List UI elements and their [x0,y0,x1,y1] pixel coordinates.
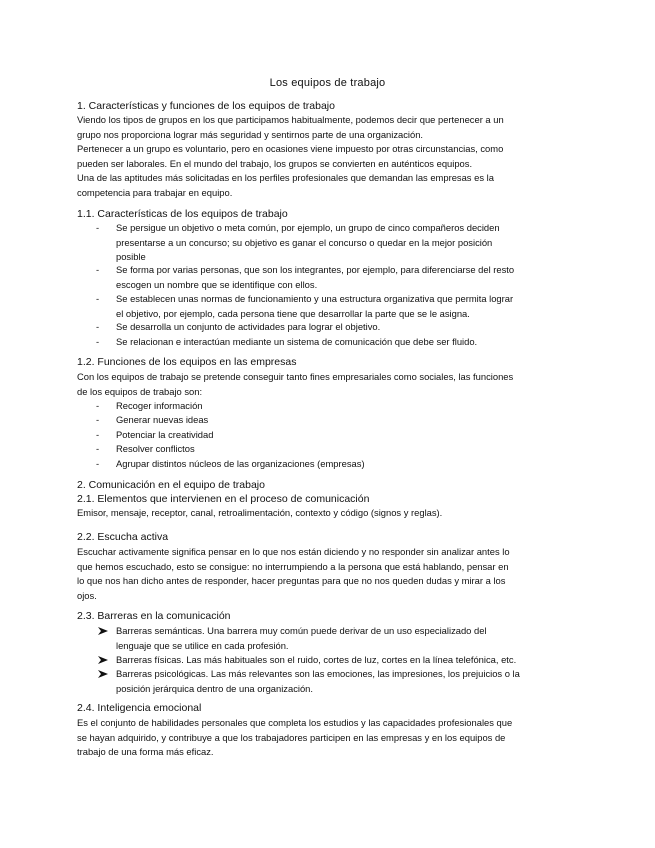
text-line: trabajo de una forma más eficaz. [77,746,214,758]
text-line: Es el conjunto de habilidades personales que completa los estudios y las capacidades profesionales que [77,717,513,728]
text-line: posición jerárquica dentro de una organización. [116,682,314,694]
dash-marker: - [96,222,100,233]
list-item [116,292,586,321]
text-line: Viendo los tipos de grupos en los que participamos habitualmente, podemos decir que pertenecer a un [77,114,504,125]
section-2-1-heading: 2.1. Elementos que intervienen en el proceso de comunicación [77,493,370,505]
text-line: Una de las aptitudes más solicitadas en los perfiles profesionales que demandan las empresas es la [77,172,494,184]
list-item: Potenciar la creatividad [116,429,214,440]
text-line: se hayan adquirido, y contribuye a que los trabajadores participen en las empresas y en los equipos de [77,731,506,743]
arrow-bullet-icon [98,624,110,639]
dash-marker: - [96,429,100,440]
section-1-heading: 1. Características y funciones de los equipos de trabajo [77,100,335,112]
document-title: Los equipos de trabajo [269,77,386,89]
section-1-2-heading: 1.2. Funciones de los equipos en las empresas [77,356,297,368]
list-item: Recoger información [116,400,203,411]
text-line: escogen un nombre que se identifique con ellos. [116,278,318,290]
text-line: pueden ser laborales. En el mundo del trabajo, los grupos se convierten en auténticos equipos. [77,157,473,169]
text-line: Se desarrolla un conjunto de actividades para lograr el objetivo. [116,321,381,332]
dash-marker: - [96,264,100,275]
list-item: Generar nuevas ideas [116,414,209,425]
text-line: Se relacionan e interactúan mediante un sistema de comunicación que debe ser fluido. [116,336,478,347]
text-line: Se forma por varias personas, que son los integrantes, por ejemplo, para diferenciarse del resto [116,264,515,275]
text-line: Emisor, mensaje, receptor, canal, retroalimentación, contexto y código (signos y reglas). [77,507,443,518]
text-line: que hemos escuchado, esto se consigue: no interrumpiendo a la persona que está hablando, pensar en [77,560,509,572]
dash-marker: - [96,414,100,425]
list-item [116,667,586,696]
dash-marker: - [96,336,100,347]
text-line: posible [116,251,146,263]
arrow-bullet-icon [98,653,110,668]
text-line: lenguaje que se utilice en cada profesión. [116,639,289,651]
text-line: grupo nos proporciona lograr más seguridad y sentirnos parte de una organización. [77,128,424,140]
list-item [116,320,586,335]
text-line: ojos. [77,589,97,601]
section-1-2-body [77,370,582,399]
section-2-2-body [77,545,582,603]
list-item [116,263,586,292]
list-item [116,335,586,350]
section-2-heading: 2. Comunicación en el equipo de trabajo [77,479,265,491]
text-line: el objetivo, por ejemplo, cada persona tiene que desarrollar la parte que se le asigna. [116,307,470,319]
dash-marker: - [96,443,100,454]
text-line: Escuchar activamente significa pensar en lo que nos están diciendo y no responder sin analizar antes lo [77,546,510,557]
text-line: competencia para trabajar en equipo. [77,186,233,198]
text-line: Con los equipos de trabajo se pretende conseguir tanto fines empresariales como sociales, las funciones [77,371,514,382]
text-line: Barreras psicológicas. Las más relevantes son las emociones, las impresiones, los prejuicios o la [116,668,520,679]
list-item: Agrupar distintos núcleos de las organizaciones (empresas) [116,458,365,469]
section-1-body [77,113,582,201]
text-line: Se establecen unas normas de funcionamiento y una estructura organizativa que permita lograr [116,293,514,304]
dash-marker: - [96,321,100,332]
section-2-1-body [77,506,582,521]
section-2-4-heading: 2.4. Inteligencia emocional [77,702,202,714]
text-line: presentarse a un concurso; su objetivo es ganar el concurso o quedar en la mejor posición [116,236,493,248]
dash-marker: - [96,458,100,469]
section-2-3-heading: 2.3. Barreras en la comunicación [77,610,231,622]
text-line: Barreras físicas. Las más habituales son el ruido, cortes de luz, cortes en la línea telefónica, etc. [116,654,517,665]
arrow-bullet-icon [98,667,110,682]
text-line: Barreras semánticas. Una barrera muy común puede derivar de un uso especializado del [116,625,487,636]
list-item [116,624,586,653]
section-2-4-body [77,716,582,760]
text-line: de los equipos de trabajo son: [77,385,203,397]
list-item: Resolver conflictos [116,443,195,454]
list-item [116,221,586,265]
list-item [116,653,586,668]
section-2-2-heading: 2.2. Escucha activa [77,531,169,543]
dash-marker: - [96,400,100,411]
section-1-1-heading: 1.1. Características de los equipos de trabajo [77,208,288,220]
text-line: lo que nos han dicho antes de responder, hacer preguntas para que no nos queden dudas y mirar a los [77,575,506,587]
text-line: Se persigue un objetivo o meta común, por ejemplo, un grupo de cinco compañeros deciden [116,222,500,233]
dash-marker: - [96,293,100,304]
text-line: Pertenecer a un grupo es voluntario, pero en ocasiones viene impuesto por otras circunstancias, como [77,143,504,155]
